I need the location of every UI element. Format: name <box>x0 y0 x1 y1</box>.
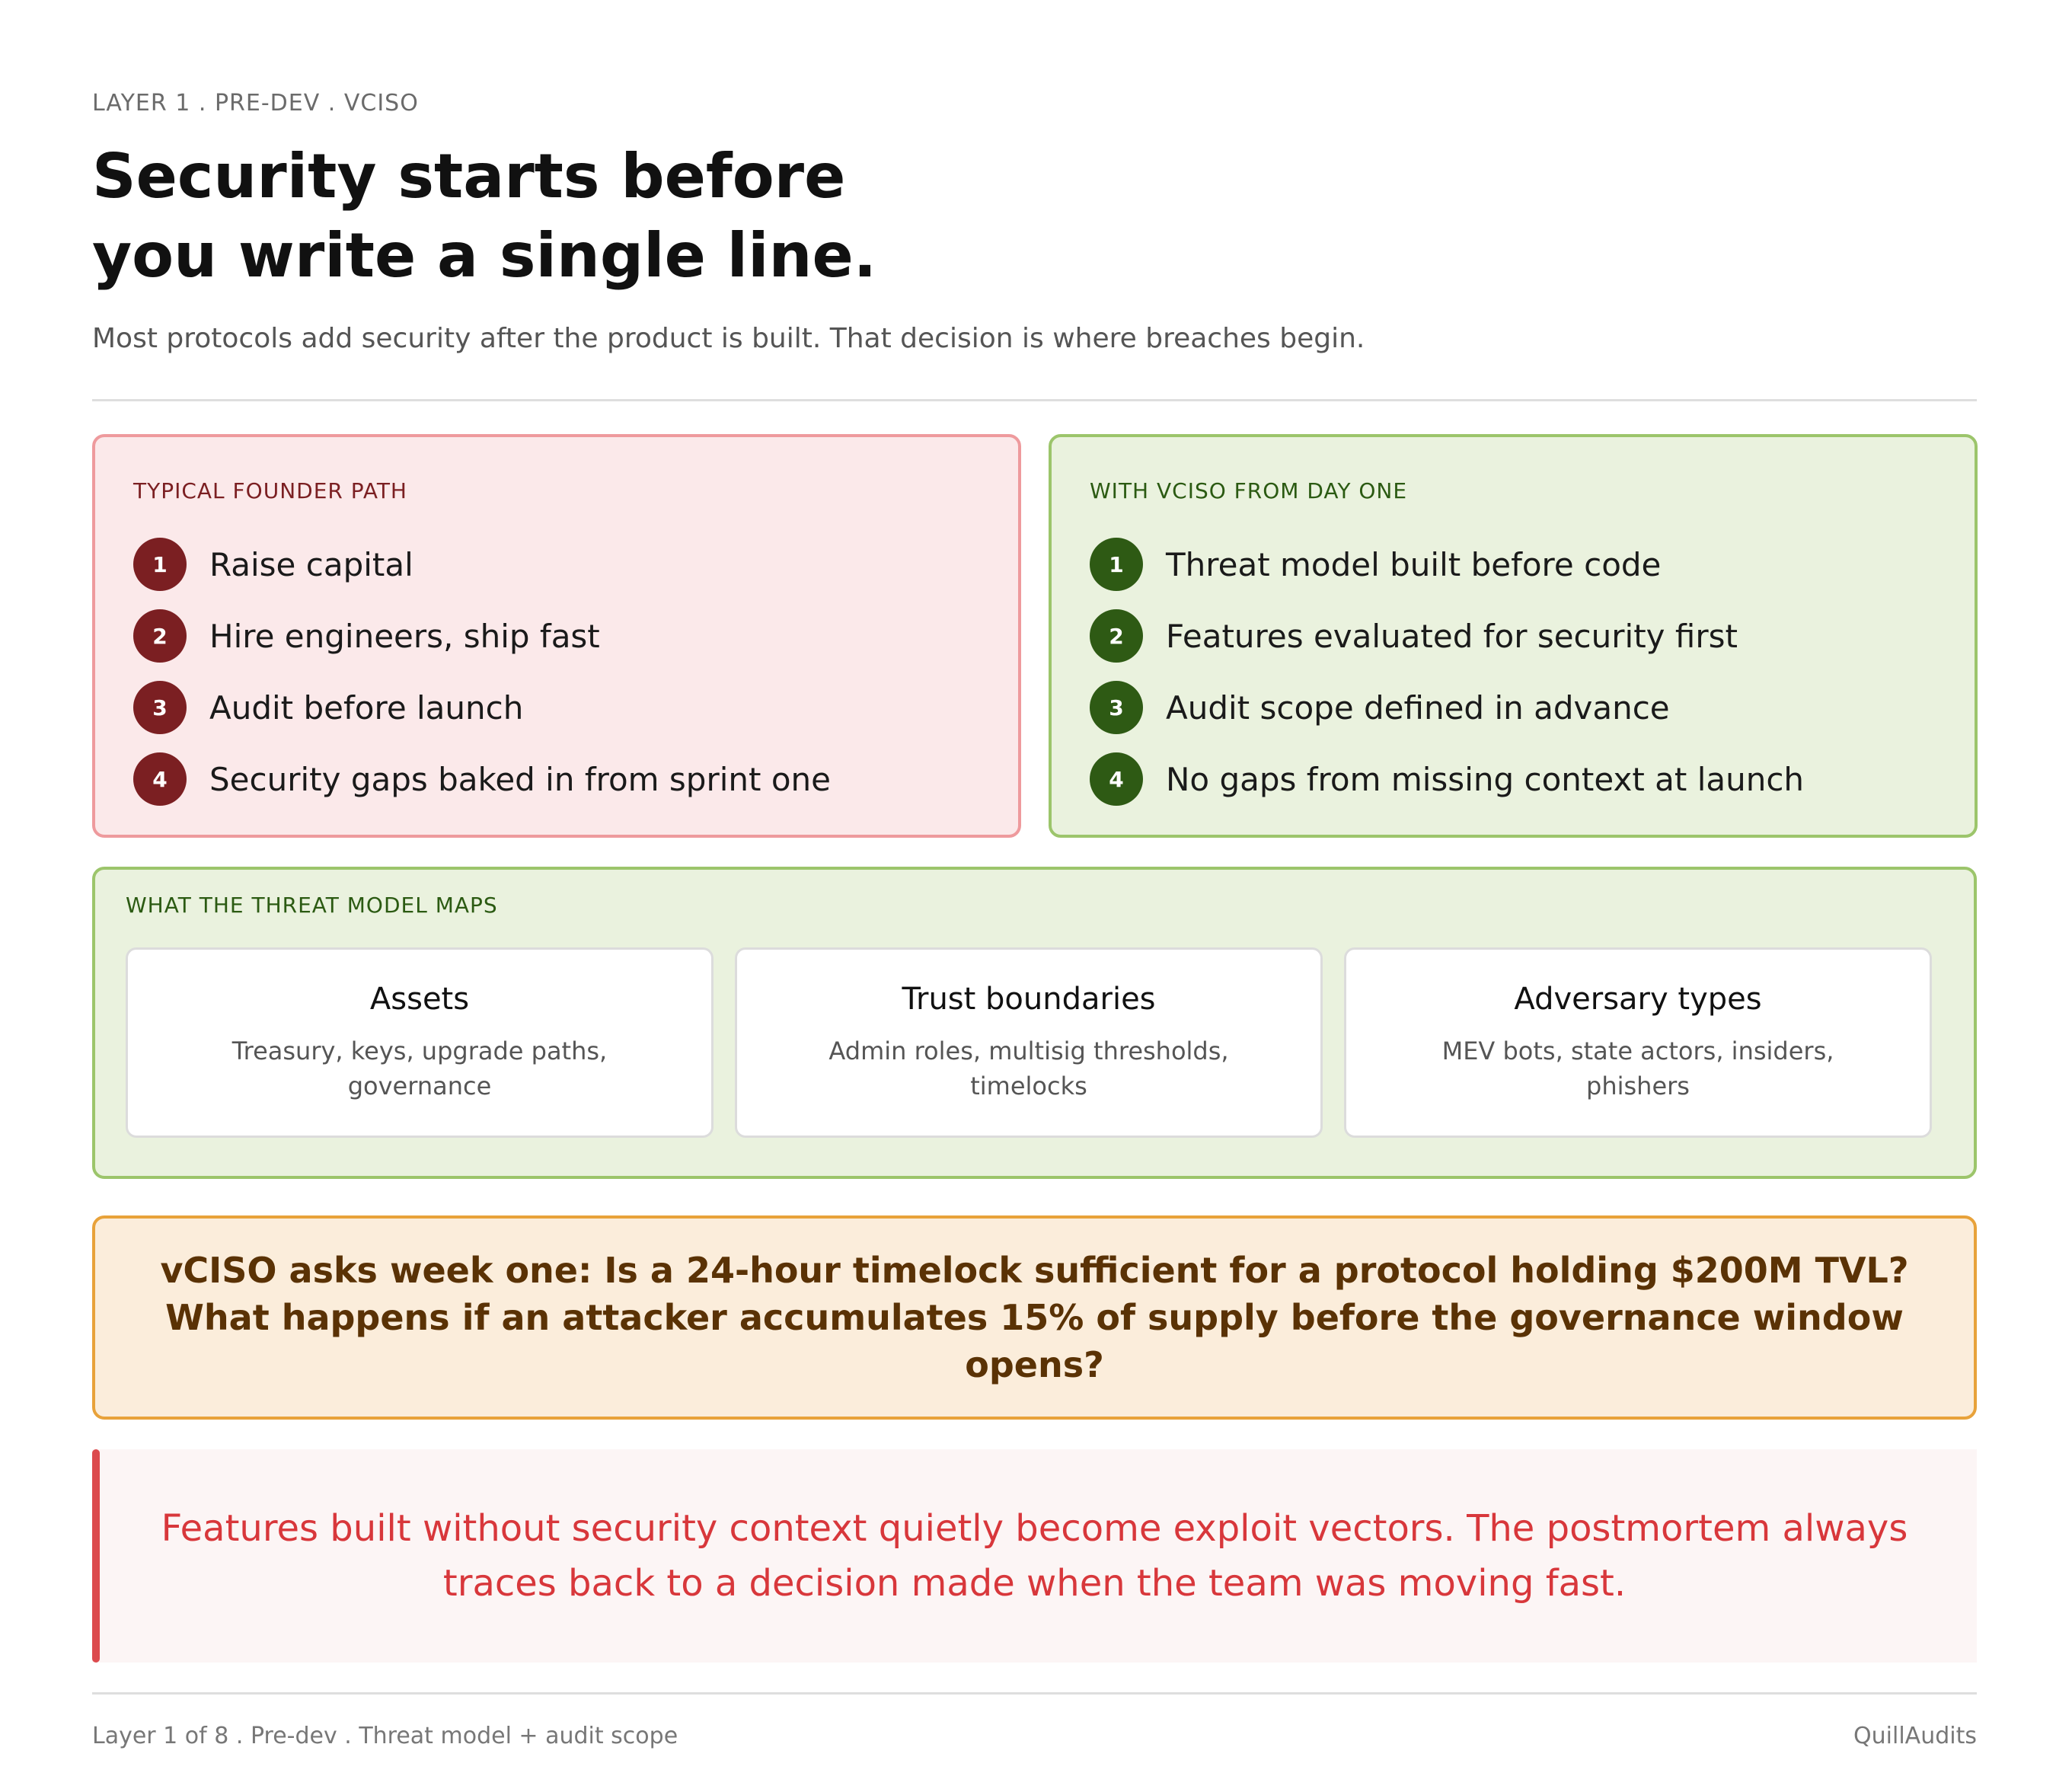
vciso-path-steps <box>1090 529 1804 815</box>
step-item <box>133 743 831 815</box>
step-number-badge: 1 <box>133 538 187 591</box>
vciso-question-callout <box>92 1215 1977 1420</box>
step-number-badge: 4 <box>1090 752 1143 806</box>
warning-text: Features built without security context quietly become exploit vectors. The postmortem always traces back to a decision made when the team was moving fast. <box>161 1507 1908 1605</box>
card-description: Treasury, keys, upgrade paths, governance <box>231 1037 608 1100</box>
card-title: Trust boundaries <box>902 982 1156 1017</box>
footer-divider <box>92 1692 1977 1695</box>
step-text: Security gaps baked in from sprint one <box>209 760 831 798</box>
vciso-path-label: WITH VCISO FROM DAY ONE <box>1090 478 1408 503</box>
step-text: Features evaluated for security first <box>1166 617 1738 655</box>
vciso-path-panel <box>1049 434 1978 838</box>
card-description: MEV bots, state actors, insiders, phishers <box>1441 1037 1834 1100</box>
step-item <box>1090 600 1804 672</box>
step-number-badge: 3 <box>133 681 187 734</box>
card-title: Adversary types <box>1514 982 1762 1017</box>
step-number-badge: 2 <box>133 609 187 663</box>
card-assets <box>126 947 714 1138</box>
card-adversary-types <box>1344 947 1932 1138</box>
step-text: Hire engineers, ship fast <box>209 617 600 655</box>
step-number-badge: 1 <box>1090 538 1143 591</box>
page-subtitle: Most protocols add security after the product is built. That decision is where breaches begin. <box>92 323 1365 354</box>
step-text: Audit scope defined in advance <box>1166 688 1670 727</box>
step-number-badge: 3 <box>1090 681 1143 734</box>
typical-path-label: TYPICAL FOUNDER PATH <box>133 478 407 503</box>
step-item <box>1090 672 1804 743</box>
step-number-badge: 2 <box>1090 609 1143 663</box>
page-title-line-1: Security starts before <box>92 141 846 212</box>
eyebrow: LAYER 1 . PRE-DEV . VCISO <box>92 90 419 117</box>
threat-model-label: WHAT THE THREAT MODEL MAPS <box>126 893 498 918</box>
page <box>92 0 1977 1792</box>
step-text: Threat model built before code <box>1166 545 1662 583</box>
step-item <box>133 600 831 672</box>
step-item <box>1090 529 1804 600</box>
step-text: Raise capital <box>209 545 413 583</box>
card-trust-boundaries <box>735 947 1323 1138</box>
step-item <box>133 529 831 600</box>
warning-callout <box>92 1449 1977 1663</box>
footer-brand: QuillAudits <box>1853 1723 1977 1749</box>
step-number-badge: 4 <box>133 752 187 806</box>
warning-accent-bar <box>92 1449 100 1663</box>
typical-founder-path-panel <box>92 434 1021 838</box>
threat-model-cards <box>126 947 1932 1138</box>
step-text: No gaps from missing context at launch <box>1166 760 1805 798</box>
page-title-line-2: you write a single line. <box>92 220 877 291</box>
header-divider <box>92 399 1977 401</box>
footer-caption: Layer 1 of 8 . Pre-dev . Threat model + audit scope <box>92 1723 678 1749</box>
card-title: Assets <box>369 982 470 1017</box>
vciso-question-text: vCISO asks week one: Is a 24-hour timelock sufficient for a protocol holding $200M TVL? What happens if an attacker accumulates 15% of supply before the governance window opens? <box>160 1250 1909 1385</box>
threat-model-panel <box>92 867 1977 1179</box>
step-item <box>1090 743 1804 815</box>
page-title <box>92 137 1158 295</box>
step-item <box>133 672 831 743</box>
step-text: Audit before launch <box>209 688 524 727</box>
typical-path-steps <box>133 529 831 815</box>
card-description: Admin roles, multisig thresholds, timelocks <box>828 1037 1229 1100</box>
